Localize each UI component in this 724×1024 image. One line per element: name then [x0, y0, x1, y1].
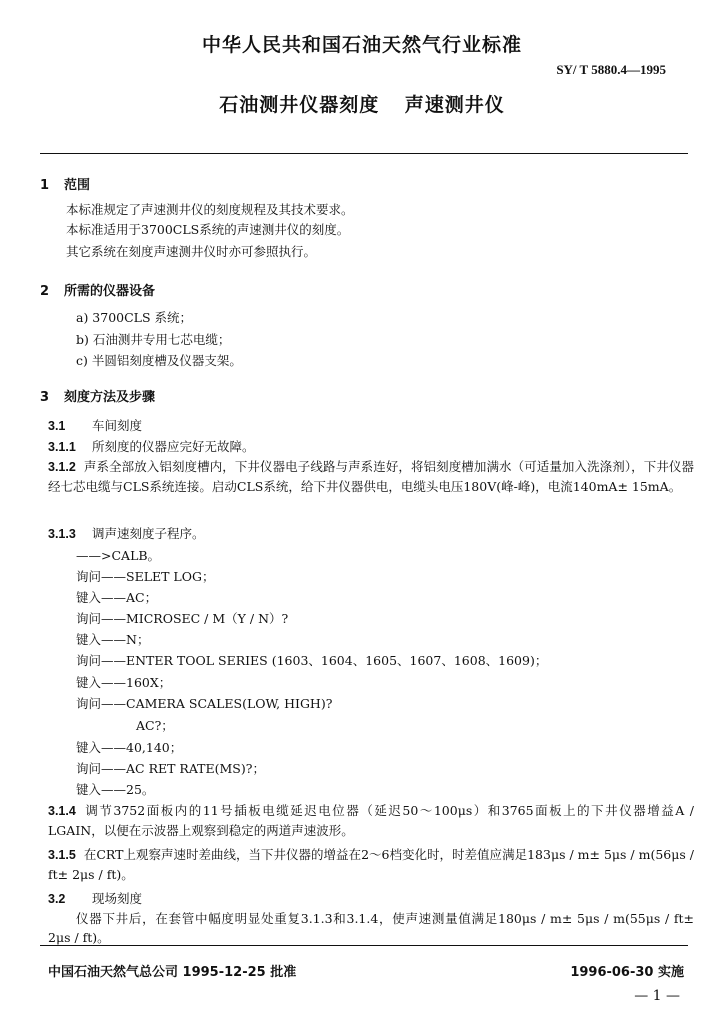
dialog-line: 键入——160X；: [76, 675, 172, 690]
subsection-3-1-3: [48, 524, 205, 542]
section-number: 1: [40, 178, 50, 193]
subsection-3-1-4: [48, 801, 694, 840]
subsection-text: 所刻度的仪器应完好无故障。: [92, 439, 255, 454]
subsection-number: 3.1: [48, 419, 66, 433]
section-title: 范围: [64, 178, 91, 193]
dialog-line: ——>CALB。: [76, 548, 161, 563]
dialog-line: 询问——MICROSEC / M（Y / N）?: [76, 611, 289, 626]
dialog-line: AC?；: [136, 718, 174, 733]
subsection-text: 声系全部放入铝刻度槽内，下井仪器电子线路与声系连好，将铝刻度槽加满水（可适量加入洗涤剂），下井仪器经七芯电缆与CLS系统连接。启动CLS系统，给下井仪器供电，电缆头电压180V(峰-峰)，电流140mA± 15mA。: [48, 459, 694, 494]
header-divider: [40, 153, 688, 154]
subsection-number: 3.1.5: [48, 848, 76, 862]
section-2-heading: [40, 280, 155, 299]
dialog-line: 询问——SELET LOG；: [76, 569, 215, 584]
page-number: — 1 —: [634, 988, 680, 1004]
subsection-title: 车间刻度: [92, 418, 143, 433]
subsection-3-1: [48, 416, 142, 434]
subsection-text: 在CRT上观察声速时差曲线，当下井仪器的增益在2～6档变化时，时差值应满足183μs / m± 5μs / m(56μs / ft± 2μs / ft)。: [48, 847, 694, 882]
subsection-number: 3.1.3: [48, 527, 76, 541]
dialog-line: 键入——N；: [76, 632, 150, 647]
subsection-text: 调声速刻度子程序。: [92, 526, 205, 541]
dialog-line: 询问——AC RET RATE(MS)?；: [76, 761, 265, 776]
section-title: 所需的仪器设备: [64, 284, 156, 299]
section-title: 刻度方法及步骤: [64, 390, 156, 405]
subsection-3-1-1: [48, 437, 255, 455]
section-3-heading: [40, 386, 155, 405]
list-item: b) 石油测井专用七芯电缆；: [76, 332, 231, 347]
dialog-line: 询问——CAMERA SCALES(LOW, HIGH)?: [76, 696, 333, 711]
subsection-number: 3.1.2: [48, 460, 76, 474]
paragraph: 本标准适用于3700CLS系统的声速测井仪的刻度。: [66, 222, 350, 237]
document-title: 石油测井仪器刻度 声速测井仪: [219, 94, 505, 116]
list-item: a) 3700CLS 系统；: [76, 310, 193, 325]
section-1-heading: [40, 174, 90, 193]
section-number: 2: [40, 284, 50, 299]
section-number: 3: [40, 390, 50, 405]
subsection-number: 3.1.1: [48, 440, 76, 454]
subsection-3-2: [48, 889, 142, 907]
approval-line: 中国石油天然气总公司 1995-12-25 批准: [48, 965, 297, 980]
paragraph: 仪器下井后，在套管中幅度明显处重复3.1.3和3.1.4，使声速测量值满足180μs / m± 5μs / m(55μs / ft± 2μs / ft)。: [48, 911, 694, 945]
dialog-line: 键入——25。: [76, 782, 155, 797]
standard-number: SY/ T 5880.4—1995: [556, 62, 666, 77]
footer-divider: [40, 945, 688, 946]
dialog-line: 询问——ENTER TOOL SERIES (1603、1604、1605、1607、1608、1609)；: [76, 653, 548, 668]
dialog-line: 键入——40,140；: [76, 740, 183, 755]
list-item: c) 半圆铝刻度槽及仪器支架。: [76, 353, 242, 368]
subsection-title: 现场刻度: [92, 891, 143, 906]
paragraph: 其它系统在刻度声速测井仪时亦可参照执行。: [66, 244, 317, 259]
implementation-date: 1996-06-30 实施: [570, 965, 684, 980]
paragraph: 本标准规定了声速测井仪的刻度规程及其技术要求。: [66, 202, 354, 217]
subsection-3-1-2: [48, 457, 694, 496]
dialog-line: 键入——AC；: [76, 590, 158, 605]
issuer-title: 中华人民共和国石油天然气行业标准: [201, 34, 522, 56]
subsection-3-1-5: [48, 845, 694, 884]
subsection-number: 3.2: [48, 892, 66, 906]
subsection-number: 3.1.4: [48, 804, 76, 818]
subsection-text: 调节3752面板内的11号插板电缆延迟电位器（延迟50～100μs）和3765面板上的下井仪器增益A / LGAIN，以便在示波器上观察到稳定的两道声速波形。: [48, 803, 694, 838]
